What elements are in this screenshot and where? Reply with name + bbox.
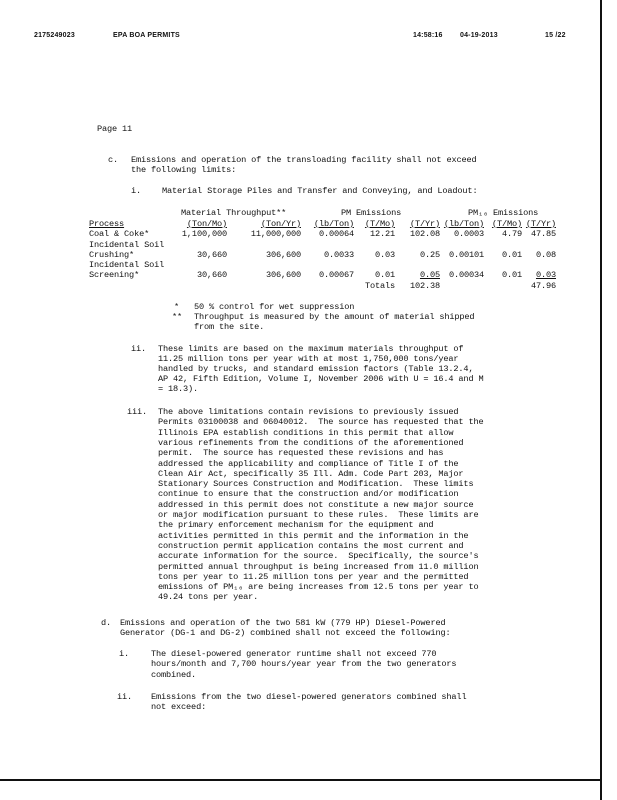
column-header: Process — [89, 219, 125, 229]
text-line: continue to ensure that the construction and/or modification — [158, 489, 459, 500]
value-cell: 306,600 — [265, 249, 301, 260]
table-header-row — [89, 219, 556, 229]
column-header: (T/Mo) — [364, 219, 395, 229]
text-line: = 18.3). — [158, 384, 199, 394]
text-line: Illinois EPA establish conditions in this permit that allow — [158, 427, 454, 438]
text-line: AP 42, Fifth Edition, Volume I, November 2006 with U = 16.4 and M — [158, 374, 484, 384]
section-c-label: c. — [108, 155, 119, 165]
text-line: various refinements from the conditions of the aforementioned — [158, 437, 464, 448]
text-line: activities permitted in this permit and the information in the — [158, 530, 469, 541]
text-line: accurate information for the source. Specifically, the source's — [158, 551, 479, 562]
section-d-line: Emissions and operation of the two 581 kW (779 HP) Diesel-Powered — [120, 618, 446, 628]
section-d-line: Generator (DG-1 and DG-2) combined shall not exceed the following: — [120, 628, 451, 639]
column-header: (Ton/Yr) — [260, 219, 301, 229]
text-line: or major modification pursuant to these rules. These limits are — [158, 510, 479, 520]
column-header: (T/Yr) — [409, 219, 440, 229]
text-line: The above limitations contain revisions to previously issued — [158, 407, 459, 417]
text-line: handled by trucks, and standard emission factors (Table 13.2.4, — [158, 364, 474, 374]
value-cell: 0.25 — [419, 249, 440, 260]
footnote-text: Throughput is measured by the amount of material shipped — [194, 312, 475, 322]
text-line: Clean Air Act, specifically 35 Ill. Adm. Code Part 203, Major — [158, 468, 464, 479]
value-cell: 0.01 — [374, 270, 395, 281]
value-cell: 11,000,000 — [250, 229, 301, 240]
value-cell: 30,660 — [196, 249, 227, 260]
item-c-i-label: i. — [131, 186, 142, 196]
text-line: addressed the applicability and compliance of Title I of the — [158, 458, 459, 469]
value-cell: 0.03 — [535, 270, 556, 281]
item-d-i-label: i. — [119, 649, 130, 659]
section-c-line: the following limits: — [131, 165, 237, 175]
item-c-i-heading: Material Storage Piles and Transfer and Conveying, and Loadout: — [162, 186, 478, 196]
table-row — [89, 229, 556, 239]
text-line: emissions of PM₁₀ are being increases from 12.5 tons per year to — [158, 582, 479, 593]
page-label: Page 11 — [97, 124, 133, 134]
footnote-mark: * — [174, 302, 180, 312]
text-line: combined. — [151, 669, 197, 680]
table-row — [89, 250, 556, 260]
process-cell: Crushing* — [89, 249, 135, 260]
text-line: These limits are based on the maximum materials throughput of — [158, 344, 464, 354]
value-cell: 0.08 — [535, 249, 556, 260]
section-d-label: d. — [101, 618, 112, 628]
value-cell: 0.01 — [501, 249, 522, 260]
footnote-text: from the site. — [194, 322, 265, 332]
value-cell: 102.08 — [409, 229, 440, 240]
text-line: The diesel-powered generator runtime shall not exceed 770 — [151, 649, 437, 659]
totals-label: Totals — [364, 280, 395, 291]
process-cell: Incidental Soil — [89, 239, 165, 250]
column-header: (T/Mo) — [491, 219, 522, 229]
text-line: 11.25 million tons per year with at most 1,750,000 tons/year — [158, 354, 459, 364]
text-line: addressed in this permit does not constitute a new major source — [158, 499, 474, 510]
text-line: Stationary Sources Construction and Modification. These limits — [158, 479, 474, 490]
totals-pm-yr: 102.38 — [409, 280, 440, 291]
text-line: Permits 03100038 and 06040012. The source has requested that the — [158, 417, 484, 428]
totals-row — [89, 281, 556, 291]
value-cell: 306,600 — [265, 270, 301, 281]
footnote-mark: ** — [172, 312, 183, 322]
scan-edge-right — [600, 0, 602, 800]
text-line: the primary enforcement mechanism for the equipment and — [158, 520, 434, 531]
value-cell: 0.01 — [501, 270, 522, 281]
footnote-text: 50 % control for wet suppression — [194, 302, 355, 312]
item-d-ii-label: ii. — [117, 692, 133, 702]
fax-phone: 2175249023 — [34, 32, 75, 39]
value-cell: 4.79 — [501, 229, 522, 240]
table-row — [89, 270, 556, 280]
value-cell: 0.0003 — [453, 229, 484, 240]
text-line: not exceed: — [151, 702, 207, 713]
fax-sender: EPA BOA PERMITS — [113, 32, 180, 39]
fax-time: 14:58:16 — [413, 32, 443, 39]
text-line: construction permit application contains the most current and — [158, 540, 464, 551]
value-cell: 47.85 — [530, 229, 556, 240]
column-header: (T/Yr) — [525, 219, 556, 229]
process-cell: Incidental Soil — [89, 260, 165, 271]
scan-edge-bottom — [0, 779, 602, 781]
text-line: permitted annual throughput is being increased from 11.0 million — [158, 561, 479, 572]
table-row — [89, 240, 556, 250]
item-c-iii-label: iii. — [127, 407, 148, 417]
value-cell: 0.00064 — [318, 229, 354, 240]
totals-pm10-yr: 47.96 — [530, 280, 556, 291]
process-cell: Coal & Coke* — [89, 229, 150, 240]
item-c-ii-label: ii. — [131, 344, 147, 354]
text-line: tons per year to 11.25 million tons per year and the permitted — [158, 571, 469, 582]
value-cell: 0.00034 — [448, 270, 484, 281]
value-cell: 0.00101 — [448, 249, 484, 260]
header-pm: PM Emissions — [341, 208, 402, 218]
text-line: hours/month and 7,700 hours/year year from the two generators — [151, 659, 457, 670]
text-line: Emissions from the two diesel-powered generators combined shall — [151, 692, 467, 702]
fax-page: 15 /22 — [545, 32, 566, 39]
column-header: (lb/Ton) — [443, 219, 484, 229]
value-cell: 1,100,000 — [181, 229, 227, 240]
text-line: permit. The source has requested these revisions and has — [158, 448, 444, 459]
column-header: (Ton/Mo) — [186, 219, 227, 229]
table-row — [89, 260, 556, 270]
fax-date: 04-19-2013 — [460, 32, 498, 39]
column-header: (lb/Ton) — [313, 219, 354, 229]
header-throughput: Material Throughput** — [181, 208, 287, 218]
value-cell: 0.03 — [374, 249, 395, 260]
header-pm10: PM₁₀ Emissions — [468, 208, 539, 218]
value-cell: 0.00067 — [318, 270, 354, 281]
value-cell: 12.21 — [369, 229, 395, 240]
section-c-line: Emissions and operation of the transloading facility shall not exceed — [131, 155, 477, 165]
value-cell: 0.05 — [419, 270, 440, 281]
process-cell: Screening* — [89, 270, 140, 281]
value-cell: 30,660 — [196, 270, 227, 281]
text-line: 49.24 tons per year. — [158, 592, 259, 603]
value-cell: 0.0033 — [323, 249, 354, 260]
